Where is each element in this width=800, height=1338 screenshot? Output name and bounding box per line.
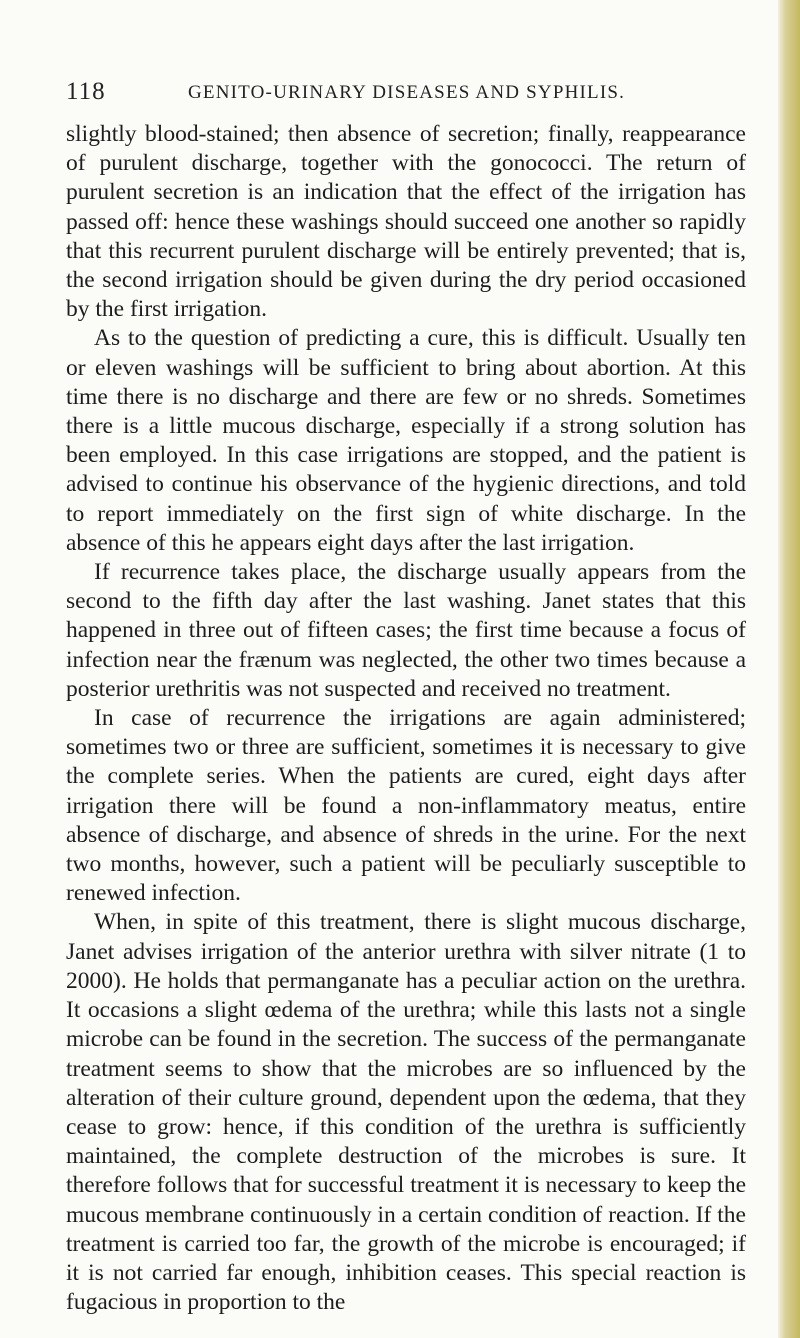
paragraph-4: In case of recurrence the irrigations are again administered; sometimes two or three are sufficient, sometimes it is necessary to give the complete series. When the patients are cured, eight days after irrigation there will be found a non-inflammatory meatus, entire absence of discharge, and absence of shreds in the urine. For the next two months, however, such a patient will be peculiarly susceptible to renewed infection. bbox=[66, 705, 746, 907]
paragraph-2: As to the question of predicting a cure, this is difficult. Usually ten or eleven washings will be sufficient to bring about abortion. At this time there is no discharge and there are few or no shreds. Sometimes there is a little mucous discharge, especially if a strong solution has been employed. In this case irrigations are stopped, and the patient is advised to continue his observance of the hygienic directions, and told to report immediately on the first sign of white discharge. In the absence of this he appears eight days after the last irrigation. bbox=[66, 325, 746, 556]
page-number: 118 bbox=[66, 78, 106, 105]
body-text bbox=[66, 120, 746, 1317]
paragraph-5: When, in spite of this treatment, there is slight mucous discharge, Janet advises irrigation of the anterior urethra with silver nitrate (1 to 2000). He holds that permanganate has a peculiar action on the urethra. It occasions a slight œdema of the urethra; while this lasts not a single microbe can be found in the secretion. The success of the permanganate treatment seems to show that the microbes are so influenced by the alteration of their culture ground, dependent upon the œdema, that they cease to grow: hence, if this condition of the urethra is sufficiently maintained, the complete destruction of the microbes is sure. It therefore follows that for successful treatment it is necessary to keep the mucous membrane continuously in a certain condition of reaction. If the treatment is carried too far, the growth of the microbe is encouraged; if it is not carried far enough, inhibition ceases. This special reaction is fugacious in proportion to the bbox=[66, 909, 746, 1316]
page-edge bbox=[778, 0, 800, 1338]
running-title: GENITO-URINARY DISEASES AND SYPHILIS. bbox=[188, 82, 626, 103]
running-header bbox=[66, 78, 726, 112]
paragraph-1: slightly blood-stained; then absence of secretion; finally, reappearance of purulent discharge, together with the gonococci. The return of purulent secretion is an indication that the effect of the irrigation has passed off: hence these washings should succeed one another so rapidly that this recurrent purulent discharge will be entirely prevented; that is, the second irrigation should be given during the dry period occasioned by the first irrigation. bbox=[66, 121, 746, 323]
paragraph-3: If recurrence takes place, the discharge usually appears from the second to the fifth day after the last washing. Janet states that this happened in three out of fifteen cases; the first time because a focus of infection near the frænum was neglected, the other two times because a posterior urethritis was not suspected and received no treatment. bbox=[66, 559, 746, 702]
